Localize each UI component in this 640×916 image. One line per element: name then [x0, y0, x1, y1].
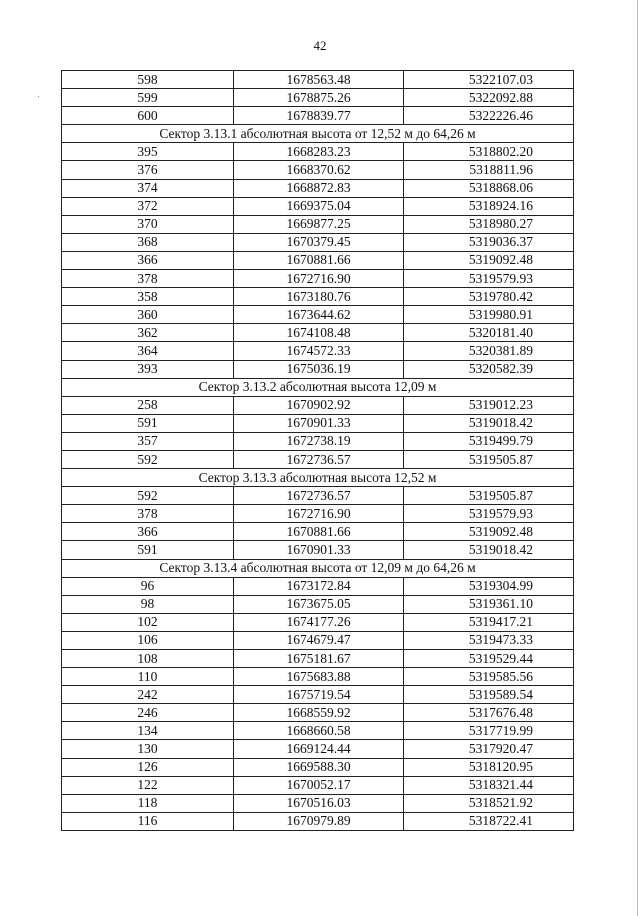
- point-number-cell: 110: [62, 668, 234, 686]
- y-coordinate-cell: 5322107.03: [404, 71, 574, 89]
- section-heading-row: [62, 125, 574, 143]
- table-row: [62, 613, 574, 631]
- y-coordinate-cell: 5319304.99: [404, 577, 574, 595]
- section-heading: Сектор 3.13.3 абсолютная высота 12,52 м: [62, 469, 574, 487]
- x-coordinate-cell: 1674572.33: [234, 342, 404, 360]
- x-coordinate-cell: 1674679.47: [234, 631, 404, 649]
- point-number-cell: 357: [62, 432, 234, 450]
- x-coordinate-cell: 1674108.48: [234, 324, 404, 342]
- table-row: [62, 450, 574, 468]
- point-number-cell: 376: [62, 161, 234, 179]
- x-coordinate-cell: 1673675.05: [234, 595, 404, 613]
- x-coordinate-cell: 1670979.89: [234, 812, 404, 830]
- point-number-cell: 393: [62, 360, 234, 378]
- table-row: [62, 107, 574, 125]
- y-coordinate-cell: 5318980.27: [404, 215, 574, 233]
- y-coordinate-cell: 5319417.21: [404, 613, 574, 631]
- point-number-cell: 395: [62, 143, 234, 161]
- table-row: [62, 758, 574, 776]
- table-row: [62, 360, 574, 378]
- x-coordinate-cell: 1675719.54: [234, 686, 404, 704]
- table-row: [62, 197, 574, 215]
- section-heading-row: [62, 378, 574, 396]
- point-number-cell: 358: [62, 288, 234, 306]
- y-coordinate-cell: 5319092.48: [404, 251, 574, 269]
- x-coordinate-cell: 1672736.57: [234, 487, 404, 505]
- x-coordinate-cell: 1669124.44: [234, 740, 404, 758]
- x-coordinate-cell: 1673644.62: [234, 306, 404, 324]
- x-coordinate-cell: 1670901.33: [234, 414, 404, 432]
- x-coordinate-cell: 1674177.26: [234, 613, 404, 631]
- y-coordinate-cell: 5319589.54: [404, 686, 574, 704]
- y-coordinate-cell: 5319012.23: [404, 396, 574, 414]
- point-number-cell: 366: [62, 523, 234, 541]
- y-coordinate-cell: 5318924.16: [404, 197, 574, 215]
- table-row: [62, 595, 574, 613]
- x-coordinate-cell: 1670881.66: [234, 251, 404, 269]
- table-row: [62, 179, 574, 197]
- point-number-cell: 98: [62, 595, 234, 613]
- point-number-cell: 126: [62, 758, 234, 776]
- x-coordinate-cell: 1668660.58: [234, 722, 404, 740]
- x-coordinate-cell: 1670379.45: [234, 233, 404, 251]
- x-coordinate-cell: 1668872.83: [234, 179, 404, 197]
- y-coordinate-cell: 5319585.56: [404, 668, 574, 686]
- y-coordinate-cell: 5319018.42: [404, 414, 574, 432]
- table-row: [62, 505, 574, 523]
- point-number-cell: 370: [62, 215, 234, 233]
- point-number-cell: 118: [62, 794, 234, 812]
- x-coordinate-cell: 1670516.03: [234, 794, 404, 812]
- y-coordinate-cell: 5319980.91: [404, 306, 574, 324]
- table-row: [62, 794, 574, 812]
- point-number-cell: 108: [62, 650, 234, 668]
- y-coordinate-cell: 5320381.89: [404, 342, 574, 360]
- point-number-cell: 592: [62, 487, 234, 505]
- table-row: [62, 306, 574, 324]
- y-coordinate-cell: 5318120.95: [404, 758, 574, 776]
- y-coordinate-cell: 5318868.06: [404, 179, 574, 197]
- y-coordinate-cell: 5319018.42: [404, 541, 574, 559]
- y-coordinate-cell: 5319036.37: [404, 233, 574, 251]
- scan-edge-line: [637, 0, 638, 916]
- x-coordinate-cell: 1673172.84: [234, 577, 404, 595]
- table-row: [62, 432, 574, 450]
- table-row: [62, 631, 574, 649]
- point-number-cell: 242: [62, 686, 234, 704]
- point-number-cell: 598: [62, 71, 234, 89]
- table-row: [62, 776, 574, 794]
- y-coordinate-cell: 5317719.99: [404, 722, 574, 740]
- x-coordinate-cell: 1670901.33: [234, 541, 404, 559]
- y-coordinate-cell: 5319780.42: [404, 288, 574, 306]
- x-coordinate-cell: 1670052.17: [234, 776, 404, 794]
- x-coordinate-cell: 1668283.23: [234, 143, 404, 161]
- point-number-cell: 106: [62, 631, 234, 649]
- point-number-cell: 374: [62, 179, 234, 197]
- point-number-cell: 258: [62, 396, 234, 414]
- y-coordinate-cell: 5318521.92: [404, 794, 574, 812]
- point-number-cell: 592: [62, 450, 234, 468]
- table-row: [62, 650, 574, 668]
- point-number-cell: 591: [62, 541, 234, 559]
- point-number-cell: 591: [62, 414, 234, 432]
- page-number: 42: [313, 38, 327, 53]
- x-coordinate-cell: 1669877.25: [234, 215, 404, 233]
- section-heading: Сектор 3.13.1 абсолютная высота от 12,52 м до 64,26 м: [62, 125, 574, 143]
- point-number-cell: 378: [62, 270, 234, 288]
- table-row: [62, 233, 574, 251]
- y-coordinate-cell: 5319361.10: [404, 595, 574, 613]
- table-row: [62, 215, 574, 233]
- point-number-cell: 116: [62, 812, 234, 830]
- y-coordinate-cell: 5319579.93: [404, 505, 574, 523]
- point-number-cell: 360: [62, 306, 234, 324]
- section-heading-row: [62, 559, 574, 577]
- table-row: [62, 270, 574, 288]
- point-number-cell: 378: [62, 505, 234, 523]
- table-row: [62, 414, 574, 432]
- table-row: [62, 396, 574, 414]
- point-number-cell: 130: [62, 740, 234, 758]
- y-coordinate-cell: 5322226.46: [404, 107, 574, 125]
- point-number-cell: 122: [62, 776, 234, 794]
- x-coordinate-cell: 1670902.92: [234, 396, 404, 414]
- y-coordinate-cell: 5322092.88: [404, 89, 574, 107]
- x-coordinate-cell: 1672736.57: [234, 450, 404, 468]
- section-heading: Сектор 3.13.4 абсолютная высота от 12,09 м до 64,26 м: [62, 559, 574, 577]
- table-row: [62, 668, 574, 686]
- y-coordinate-cell: 5319529.44: [404, 650, 574, 668]
- table-row: [62, 324, 574, 342]
- section-heading-row: [62, 469, 574, 487]
- coordinates-table-body: [62, 71, 574, 831]
- y-coordinate-cell: 5319579.93: [404, 270, 574, 288]
- y-coordinate-cell: 5317920.47: [404, 740, 574, 758]
- y-coordinate-cell: 5318321.44: [404, 776, 574, 794]
- coordinates-table: [61, 70, 574, 831]
- x-coordinate-cell: 1669588.30: [234, 758, 404, 776]
- y-coordinate-cell: 5319505.87: [404, 487, 574, 505]
- table-row: [62, 89, 574, 107]
- x-coordinate-cell: 1678839.77: [234, 107, 404, 125]
- point-number-cell: 102: [62, 613, 234, 631]
- table-row: [62, 577, 574, 595]
- x-coordinate-cell: 1675036.19: [234, 360, 404, 378]
- y-coordinate-cell: 5318802.20: [404, 143, 574, 161]
- scan-speck: [38, 96, 39, 97]
- table-row: [62, 704, 574, 722]
- table-row: [62, 686, 574, 704]
- x-coordinate-cell: 1672738.19: [234, 432, 404, 450]
- table-row: [62, 523, 574, 541]
- point-number-cell: 372: [62, 197, 234, 215]
- x-coordinate-cell: 1672716.90: [234, 505, 404, 523]
- x-coordinate-cell: 1675683.88: [234, 668, 404, 686]
- table-row: [62, 161, 574, 179]
- table-row: [62, 740, 574, 758]
- point-number-cell: 364: [62, 342, 234, 360]
- y-coordinate-cell: 5320582.39: [404, 360, 574, 378]
- table-row: [62, 143, 574, 161]
- x-coordinate-cell: 1669375.04: [234, 197, 404, 215]
- section-heading: Сектор 3.13.2 абсолютная высота 12,09 м: [62, 378, 574, 396]
- x-coordinate-cell: 1672716.90: [234, 270, 404, 288]
- x-coordinate-cell: 1668559.92: [234, 704, 404, 722]
- table-row: [62, 251, 574, 269]
- point-number-cell: 134: [62, 722, 234, 740]
- point-number-cell: 96: [62, 577, 234, 595]
- table-row: [62, 812, 574, 830]
- point-number-cell: 368: [62, 233, 234, 251]
- x-coordinate-cell: 1673180.76: [234, 288, 404, 306]
- y-coordinate-cell: 5319473.33: [404, 631, 574, 649]
- x-coordinate-cell: 1678875.26: [234, 89, 404, 107]
- y-coordinate-cell: 5317676.48: [404, 704, 574, 722]
- point-number-cell: 599: [62, 89, 234, 107]
- point-number-cell: 600: [62, 107, 234, 125]
- y-coordinate-cell: 5319092.48: [404, 523, 574, 541]
- table-row: [62, 71, 574, 89]
- point-number-cell: 246: [62, 704, 234, 722]
- x-coordinate-cell: 1668370.62: [234, 161, 404, 179]
- x-coordinate-cell: 1678563.48: [234, 71, 404, 89]
- table-row: [62, 342, 574, 360]
- y-coordinate-cell: 5319499.79: [404, 432, 574, 450]
- table-row: [62, 487, 574, 505]
- y-coordinate-cell: 5319505.87: [404, 450, 574, 468]
- y-coordinate-cell: 5320181.40: [404, 324, 574, 342]
- point-number-cell: 362: [62, 324, 234, 342]
- x-coordinate-cell: 1670881.66: [234, 523, 404, 541]
- y-coordinate-cell: 5318811.96: [404, 161, 574, 179]
- x-coordinate-cell: 1675181.67: [234, 650, 404, 668]
- point-number-cell: 366: [62, 251, 234, 269]
- y-coordinate-cell: 5318722.41: [404, 812, 574, 830]
- table-row: [62, 722, 574, 740]
- table-row: [62, 541, 574, 559]
- table-row: [62, 288, 574, 306]
